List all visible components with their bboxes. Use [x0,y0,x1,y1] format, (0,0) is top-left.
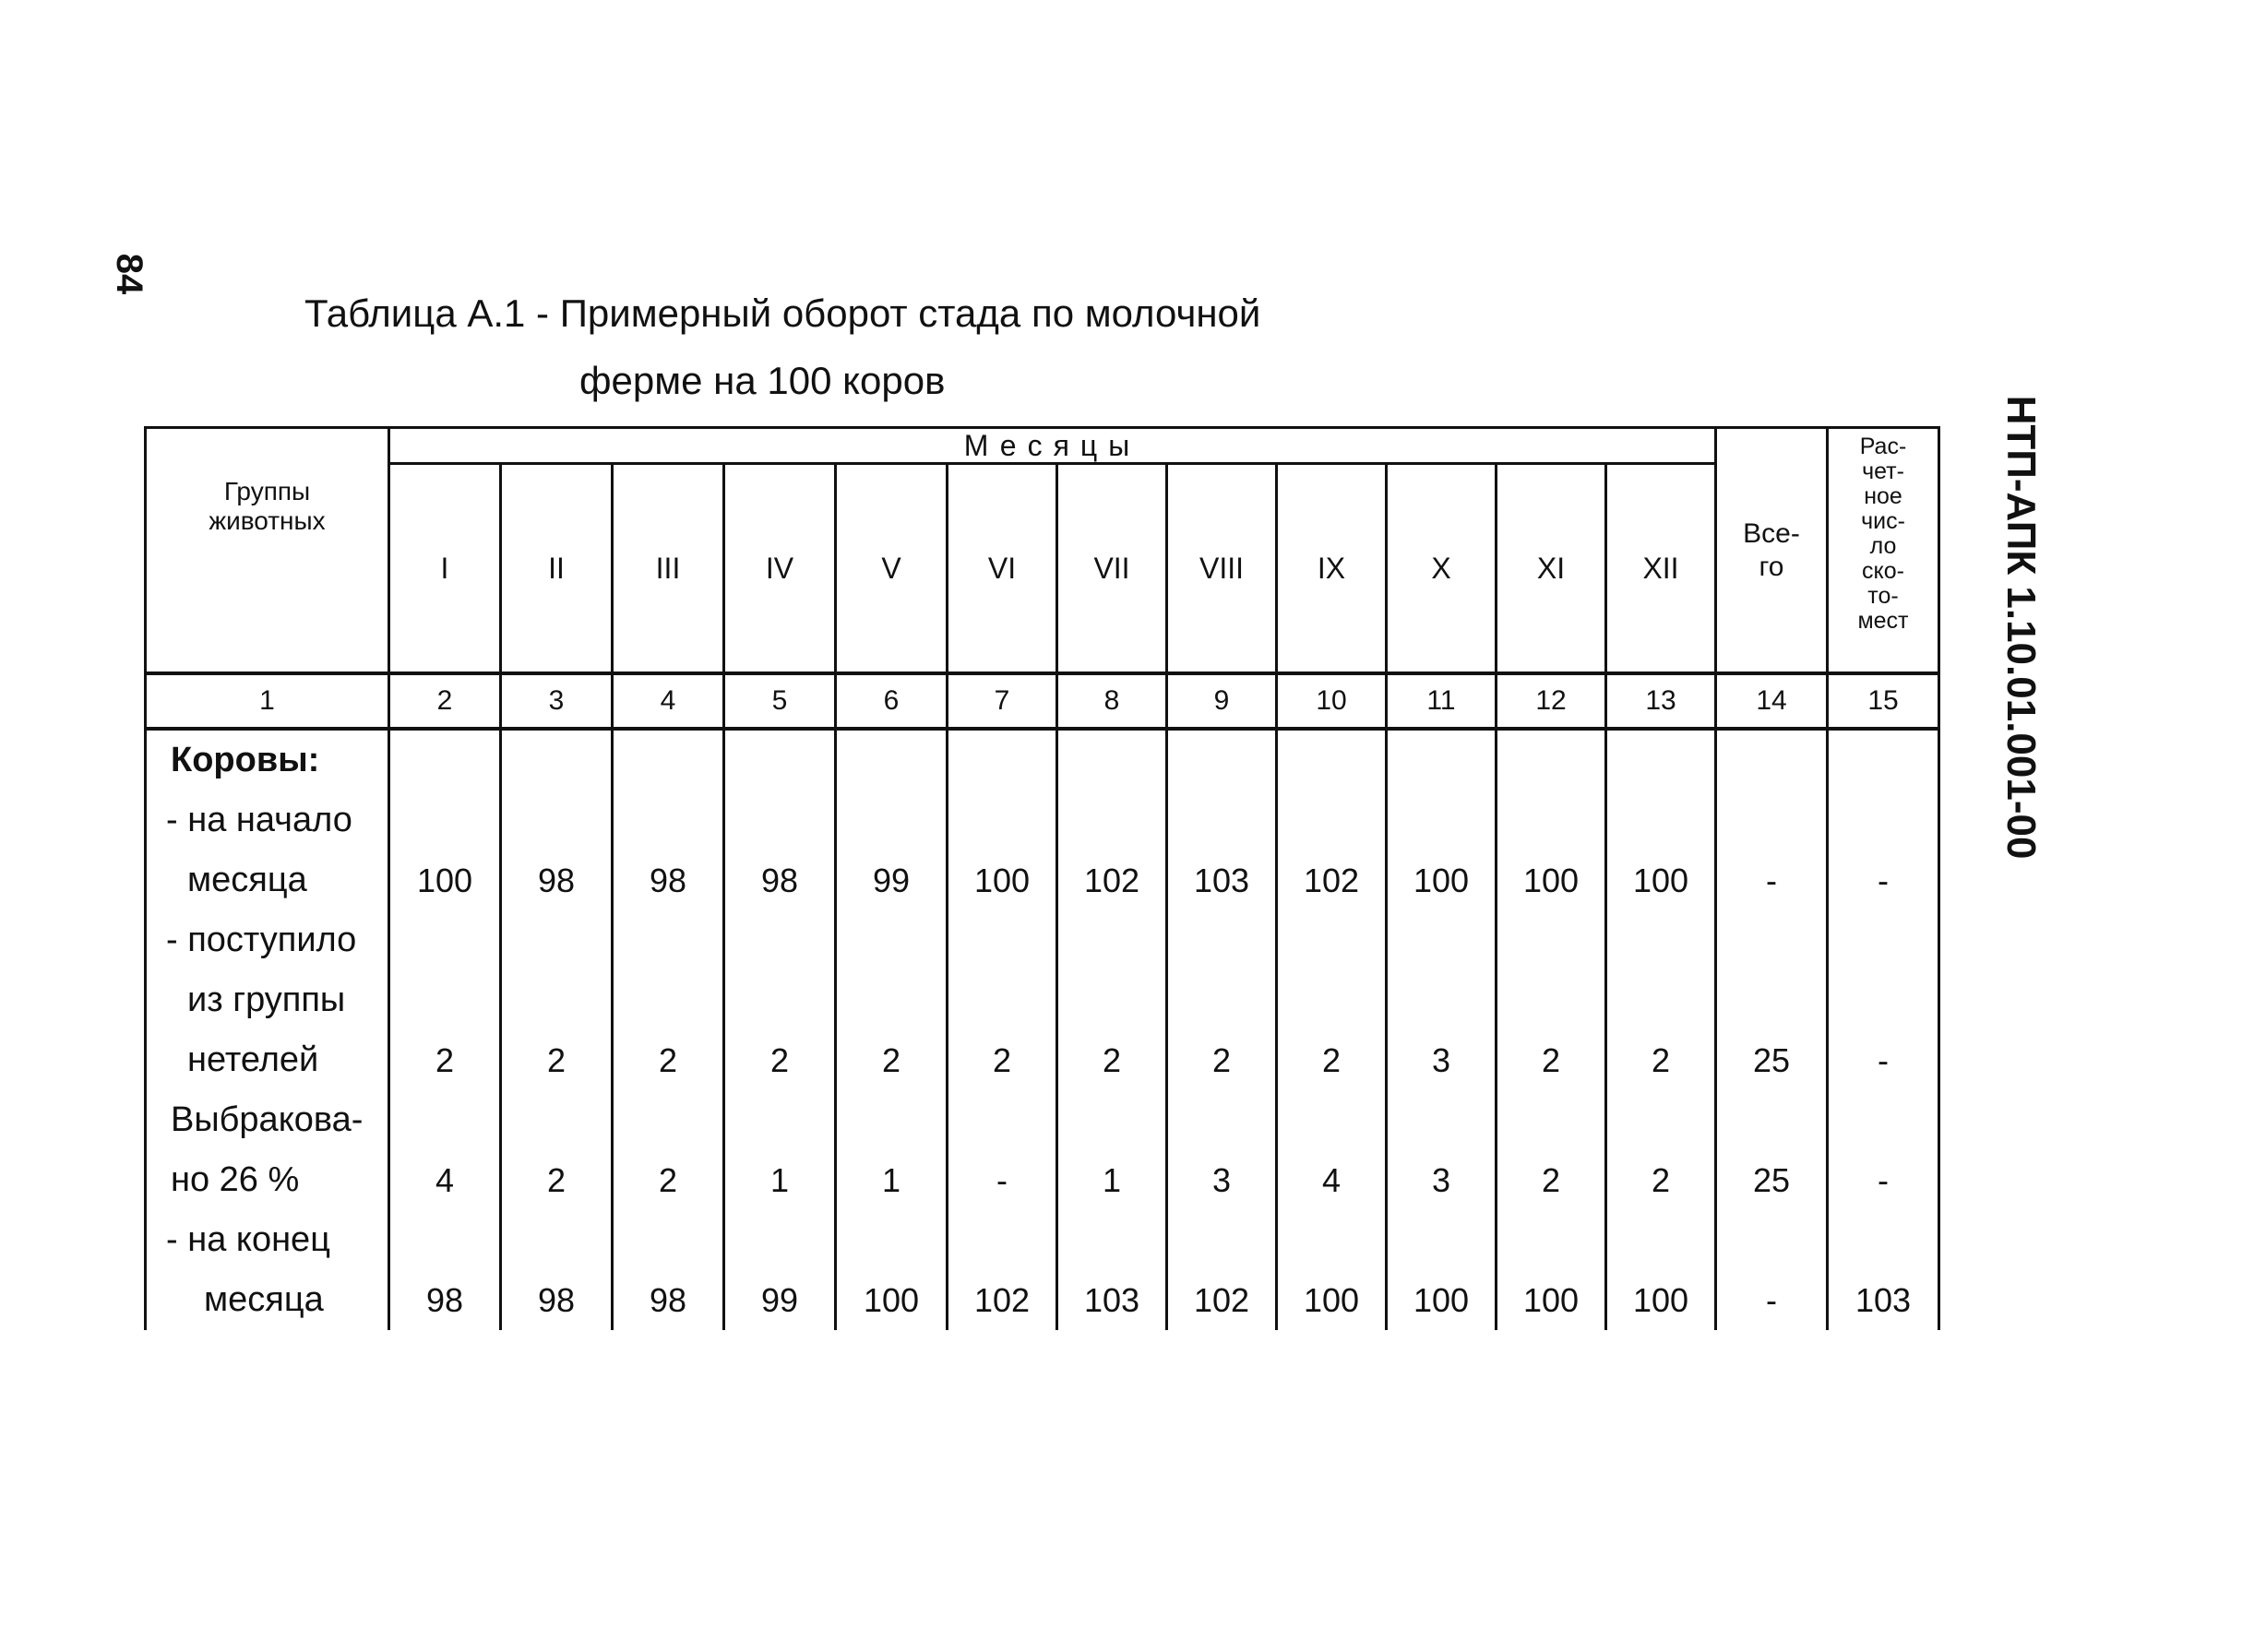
value-spacer [614,790,722,850]
value-spacer [1278,1090,1385,1150]
value-spacer [614,910,722,970]
column-number: 8 [1057,673,1167,729]
page-number: 84 [109,253,149,295]
calc-line: Рас- [1859,434,1907,459]
values-column [1057,729,1167,1330]
value-spacer [948,910,1055,970]
value-spacer [390,1090,499,1150]
value-start: 98 [649,862,687,899]
value-culled: 2 [658,1161,678,1199]
value-spacer [725,1210,834,1270]
value-received: 2 [1102,1041,1122,1079]
value-spacer [1607,970,1714,1030]
value-spacer [1497,1210,1604,1270]
value-spacer [1278,910,1385,970]
value-start: 100 [1413,862,1470,899]
value-spacer [1497,1090,1604,1150]
value-end: 102 [973,1281,1031,1319]
value-spacer [725,1090,834,1150]
header-total-line-2: го [1759,551,1784,582]
value-received: 2 [1211,1041,1232,1079]
value-received: 2 [435,1041,455,1079]
value-spacer [1829,790,1938,850]
value-spacer [1607,731,1714,790]
value-spacer [1168,731,1275,790]
month-header: IV [724,464,836,674]
value-start: 100 [973,862,1031,899]
value-start: 100 [1632,862,1689,899]
value-spacer [1607,910,1714,970]
value-start: 99 [872,862,911,899]
value-end: 103 [1083,1281,1140,1319]
values-column [1277,729,1387,1330]
calc-line: ное [1864,483,1902,509]
column-number: 6 [836,673,948,729]
value-spacer [948,790,1055,850]
row-labels [146,729,389,1330]
value-spacer [1388,790,1495,850]
value-spacer [1388,731,1495,790]
value-spacer [725,970,834,1030]
values-column [389,729,501,1330]
value-spacer [1717,1210,1826,1270]
value-end: 98 [425,1281,464,1319]
value-end: 98 [649,1281,687,1319]
value-spacer [1058,1210,1165,1270]
values-column [1606,729,1716,1330]
value-spacer [502,970,611,1030]
header-animal-groups [146,428,389,674]
value-spacer [1829,731,1938,790]
value-received: 25 [1752,1041,1791,1079]
values-column [1387,729,1497,1330]
value-spacer [614,1210,722,1270]
value-start: - [1766,862,1777,899]
value-received: 3 [1431,1041,1451,1079]
calc-line: чет- [1862,458,1904,484]
column-number: 9 [1167,673,1277,729]
value-spacer [725,731,834,790]
value-spacer [614,731,722,790]
column-number: 7 [948,673,1057,729]
header-months: Месяцы [389,428,1716,464]
value-culled: 2 [1651,1161,1671,1199]
value-spacer [1607,790,1714,850]
value-spacer [390,790,499,850]
row-label: из группы [187,981,346,1019]
column-number: 10 [1277,673,1387,729]
header-total [1716,428,1828,674]
calc-line: мест [1857,608,1909,634]
value-end: 99 [760,1281,799,1319]
value-start: 100 [1522,862,1580,899]
header-animal-groups-line-2: животных [209,506,326,535]
value-spacer [502,1210,611,1270]
value-spacer [1388,970,1495,1030]
column-number: 15 [1828,673,1939,729]
value-end: 102 [1193,1281,1250,1319]
value-spacer [1717,790,1826,850]
value-start: 102 [1083,862,1140,899]
value-received: 2 [1541,1041,1561,1079]
value-spacer [948,970,1055,1030]
values-column [836,729,948,1330]
header-calculated-places [1828,428,1939,674]
column-number: 4 [613,673,724,729]
month-header: I [389,464,501,674]
value-spacer [1497,910,1604,970]
value-culled: 4 [435,1161,455,1199]
month-header: X [1387,464,1497,674]
month-header: IX [1277,464,1387,674]
value-spacer [390,731,499,790]
value-spacer [1168,910,1275,970]
value-spacer [1278,731,1385,790]
value-spacer [1829,910,1938,970]
row-label: нетелей [187,1040,319,1079]
value-received: 2 [1321,1041,1342,1079]
value-spacer [1717,731,1826,790]
value-culled: 1 [769,1161,790,1199]
value-spacer [1717,910,1826,970]
values-column-total [1716,729,1828,1330]
calc-line: чис- [1861,508,1905,534]
month-header: VII [1057,464,1167,674]
value-spacer [1058,910,1165,970]
value-spacer [502,790,611,850]
column-number-row [146,673,1939,729]
value-spacer [725,910,834,970]
value-spacer [1717,1090,1826,1150]
values-column [501,729,613,1330]
row-label: но 26 % [171,1160,300,1199]
value-spacer [1607,1210,1714,1270]
value-spacer [948,1090,1055,1150]
column-number: 3 [501,673,613,729]
value-spacer [725,790,834,850]
value-spacer [1388,1210,1495,1270]
month-header: XII [1606,464,1716,674]
column-number: 14 [1716,673,1828,729]
row-label-cows: Коровы: [171,741,320,779]
value-culled: 4 [1321,1161,1342,1199]
value-spacer [1497,731,1604,790]
month-header: VIII [1167,464,1277,674]
value-received: 2 [992,1041,1012,1079]
value-culled: 2 [546,1161,566,1199]
value-spacer [948,1210,1055,1270]
values-column [1497,729,1606,1330]
row-label: месяца [187,861,307,899]
value-spacer [1278,1210,1385,1270]
column-number: 12 [1497,673,1606,729]
month-header: III [613,464,724,674]
value-spacer [390,910,499,970]
value-received: 2 [546,1041,566,1079]
value-end: 100 [1303,1281,1360,1319]
header-animal-groups-line-1: Группы [223,477,311,505]
value-spacer [1168,970,1275,1030]
values-column [1167,729,1277,1330]
month-header: V [836,464,948,674]
value-spacer [837,790,946,850]
value-spacer [1829,970,1938,1030]
value-start: - [1878,862,1889,899]
value-end: - [1766,1281,1777,1319]
value-spacer [837,970,946,1030]
value-spacer [1168,1210,1275,1270]
document-code: НТП-АПК 1.10.01.001-00 [1998,395,2044,860]
herd-turnover-table [144,426,1940,1330]
value-spacer [1829,1210,1938,1270]
value-spacer [614,1090,722,1150]
value-end: 98 [537,1281,576,1319]
value-spacer [1058,790,1165,850]
value-spacer [502,731,611,790]
row-label: месяца [204,1280,324,1319]
value-spacer [837,731,946,790]
value-spacer [1278,790,1385,850]
value-spacer [948,731,1055,790]
value-spacer [614,970,722,1030]
value-end: 103 [1855,1281,1912,1319]
value-spacer [390,1210,499,1270]
value-spacer [1388,1090,1495,1150]
value-received: - [1878,1041,1889,1079]
column-number: 11 [1387,673,1497,729]
value-spacer [1717,970,1826,1030]
value-received: 2 [1651,1041,1671,1079]
value-spacer [1497,970,1604,1030]
value-spacer [1829,1090,1938,1150]
values-column [724,729,836,1330]
header-row-months [146,428,1939,464]
values-column-calculated [1828,729,1939,1330]
value-spacer [837,1090,946,1150]
month-header: XI [1497,464,1606,674]
value-spacer [1058,970,1165,1030]
value-culled: 1 [881,1161,901,1199]
value-received: 2 [769,1041,790,1079]
value-start: 103 [1193,862,1250,899]
column-number: 2 [389,673,501,729]
month-header: VI [948,464,1057,674]
value-received: 2 [658,1041,678,1079]
column-number: 13 [1606,673,1716,729]
value-spacer [1278,970,1385,1030]
values-column [613,729,724,1330]
value-spacer [1168,790,1275,850]
value-start: 98 [537,862,576,899]
row-label: - на конец [166,1220,330,1259]
calc-line: ло [1869,533,1897,559]
value-end: 100 [1632,1281,1689,1319]
value-culled: - [996,1161,1008,1199]
value-spacer [502,1090,611,1150]
column-number: 1 [146,673,389,729]
value-spacer [837,1210,946,1270]
value-spacer [837,910,946,970]
value-spacer [1497,790,1604,850]
table-body-row [146,729,1939,1330]
value-start: 98 [760,862,799,899]
value-spacer [1168,1090,1275,1150]
value-spacer [1058,731,1165,790]
row-label: - на начало [166,801,352,839]
calc-line: ско- [1862,558,1904,584]
calc-line: то- [1867,583,1899,609]
column-number: 5 [724,673,836,729]
month-header: II [501,464,613,674]
value-spacer [502,910,611,970]
value-culled: 25 [1752,1161,1791,1199]
value-spacer [390,970,499,1030]
values-column [948,729,1057,1330]
value-end: 100 [1522,1281,1580,1319]
value-culled: 2 [1541,1161,1561,1199]
row-label: Выбракова- [171,1100,364,1139]
value-culled: 3 [1431,1161,1451,1199]
table-title-line-2: ферме на 100 коров [579,359,946,402]
value-spacer [1388,910,1495,970]
value-end: 100 [1413,1281,1470,1319]
value-spacer [1607,1090,1714,1150]
value-culled: 1 [1102,1161,1122,1199]
value-end: 100 [863,1281,920,1319]
table-title-line-1: Таблица А.1 - Примерный оборот стада по молочной [304,291,1261,335]
row-label: - поступило [166,921,357,959]
value-spacer [1058,1090,1165,1150]
header-total-line-1: Все- [1743,517,1800,549]
value-culled: 3 [1211,1161,1232,1199]
value-start: 100 [416,862,473,899]
value-received: 2 [881,1041,901,1079]
value-culled: - [1878,1161,1889,1199]
value-start: 102 [1303,862,1360,899]
header-row-roman [146,464,1939,674]
